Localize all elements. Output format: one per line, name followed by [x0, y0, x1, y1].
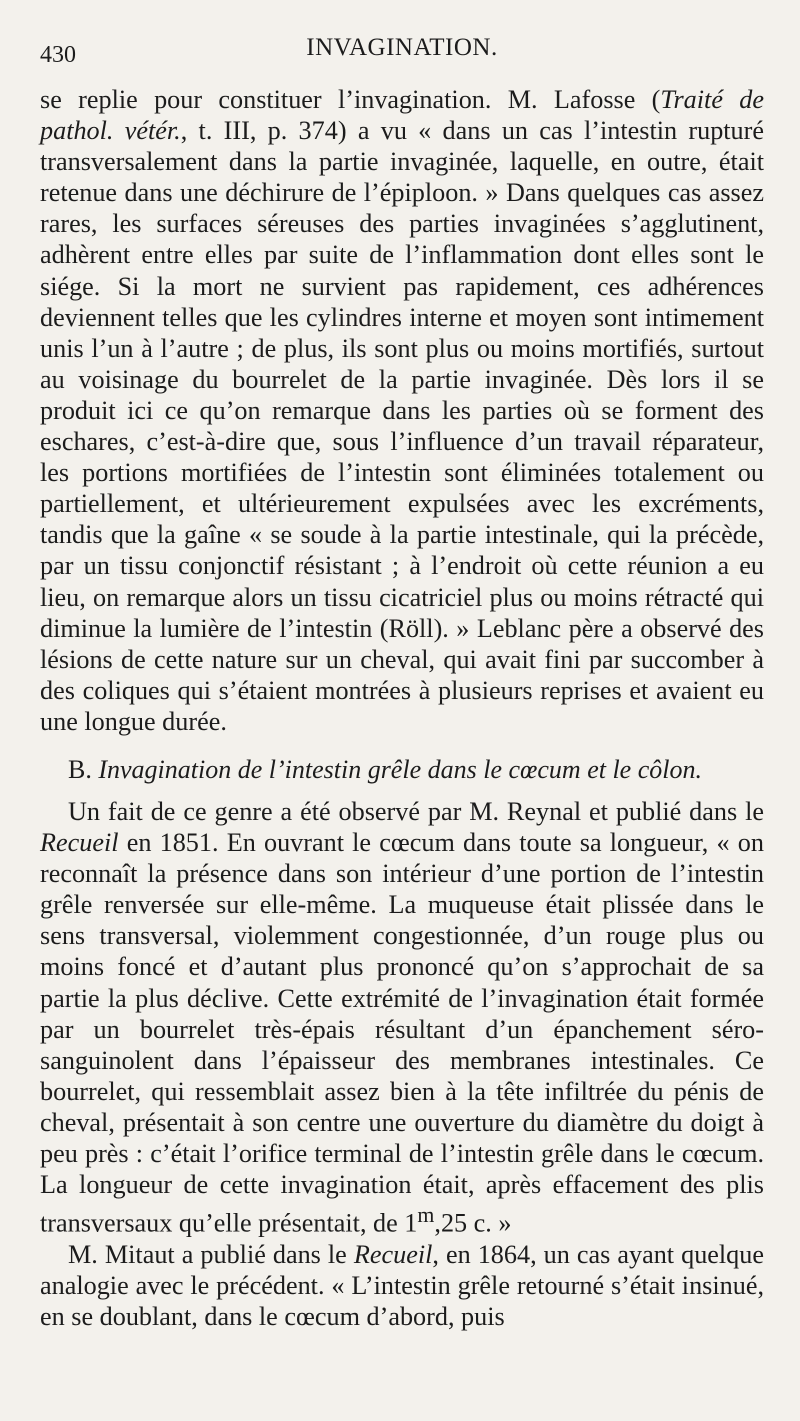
p2-text-a: Un fait de ce genre a été observé par M. Reynal et publié dans le	[68, 796, 764, 826]
p1-citation: Traité de pathol. vétér.	[40, 85, 764, 146]
paragraph-2	[40, 796, 764, 1239]
p3-text-b: , en 1864, un cas ayant quelque analogie avec le précédent. « L’intestin grêle retourné s’était insinué, en se doublant, dans le cœcum d’abord, puis	[40, 1240, 764, 1332]
p3-text-a: M. Mitaut a publié dans le	[68, 1240, 354, 1270]
p3-recueil: Recueil	[353, 1240, 433, 1270]
body-text	[40, 84, 764, 1332]
running-title: INVAGINATION.	[306, 34, 498, 61]
p2-unit-m: m	[417, 1203, 435, 1228]
paragraph-3	[40, 1239, 764, 1332]
page-header	[40, 24, 764, 84]
p2-recueil: Recueil	[40, 828, 119, 858]
page-number: 430	[40, 42, 76, 68]
p2-text-c: ,25 c. »	[434, 1208, 512, 1238]
p1-text-a: se replie pour constituer l’invagination. M. Lafosse (	[40, 85, 661, 114]
p2-text-b: en 1851. En ouvrant le cœcum dans toute sa longueur, « on reconnaît la présence dans son intérieur d’une portion de l’intestin grêle renversée sur elle-même. La muqueuse était plissée dans le sens transversal, violemment congestionnée, d’un rouge plus ou moins foncé et d’autant plus prononcé qu’on s’approchait de sa partie la plus déclive. Cette extrémité de l’invagination était formée par un bourrelet très-épais résultant d’un épanchement séro-sanguinolent dans l’épaisseur des membranes intestinales. Ce bourrelet, qui ressemblait assez bien à la tête infiltrée du pénis de cheval, présentait à son centre une ouverture du diamètre du doigt à peu près : c’était l’orifice terminal de l’intestin grêle dans le cœcum. La longueur de cette invagination était, après effacement des plis transversaux qu’elle présentait, de 1	[40, 828, 764, 1238]
p1-text-b: , t. III, p. 374) a vu « dans un cas l’intestin rupturé transversalement dans la partie invaginée, laquelle, en outre, était retenue dans une déchirure de l’épiploon. » Dans quelques cas assez rares, les surfaces séreuses des parties invaginées s’agglutinent, adhèrent entre elles par suite de l’inflammation dont elles sont le siége. Si la mort ne survient pas rapidement, ces adhérences deviennent telles que les cylindres interne et moyen sont intimement unis l’un à l’autre ; de plus, ils sont plus ou moins mortifiés, surtout au voisinage du bourrelet de la partie invaginée. Dès lors il se produit ici ce qu’on remarque dans les parties où se forment des eschares, c’est-à-dire que, sous l’influence d’un travail réparateur, les portions mortifiées de l’intestin sont éliminées totalement ou partiellement, et ultérieurement expulsées avec les excréments, tandis que la gaîne « se soude à la partie intestinale, qui la précède, par un tissu conjonctif résistant ; à l’endroit où cette réunion a eu lieu, on remarque alors un tissu cicatriciel plus ou moins rétracté qui diminue la lumière de l’intestin (Röll). » Leblanc père a observé des lésions de cette nature sur un cheval, qui avait fini par succomber à des coliques qui s’étaient montrées à plusieurs reprises et avaient eu une longue durée.	[40, 116, 764, 736]
section-label: B.	[68, 754, 92, 784]
paragraph-1	[40, 84, 764, 737]
section-heading-b	[40, 754, 764, 785]
section-title: Invagination de l’intestin grêle dans le cœcum et le côlon.	[98, 754, 702, 784]
